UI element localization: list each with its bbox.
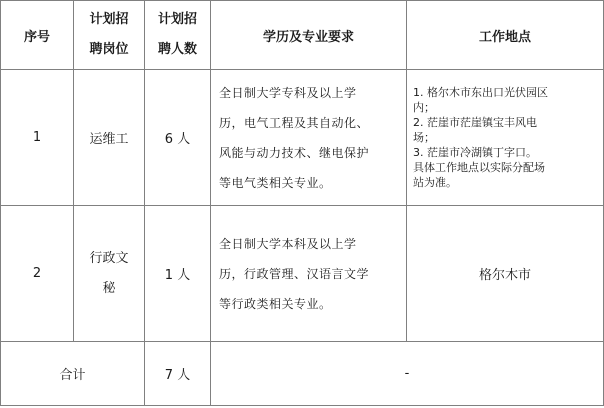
row2-req-line: 历，行政管理、汉语言文学 <box>219 266 370 281</box>
row1-req-line: 风能与动力技术、继电保护 <box>219 145 370 160</box>
row2-req-line: 等行政类相关专业。 <box>219 296 332 311</box>
row1-loc-line: 3. 茫崖市冷湖镇丁字口。 <box>413 146 537 159</box>
table-row <box>1 206 604 342</box>
row1-count: 6 人 <box>145 70 211 206</box>
row1-loc-line: 场； <box>413 131 435 144</box>
header-count-line1: 计划招 <box>157 12 197 27</box>
row1-position: 运维工 <box>74 70 145 206</box>
total-count: 7 人 <box>145 342 211 406</box>
row1-loc-line: 1. 格尔木市东出口光伏园区 <box>413 86 548 99</box>
row1-loc-line: 内； <box>413 101 435 114</box>
row1-seq: 1 <box>1 70 74 206</box>
header-row <box>1 1 604 70</box>
row1-requirements <box>211 70 407 206</box>
header-position-line1: 计划招 <box>89 12 129 27</box>
row2-position-line2: 秘 <box>102 280 116 296</box>
table-row <box>1 70 604 206</box>
row2-position <box>74 206 145 342</box>
row2-seq: 2 <box>1 206 74 342</box>
row2-location: 格尔木市 <box>407 206 604 342</box>
header-seq: 序号 <box>1 1 74 70</box>
row2-position-line1: 行政文 <box>89 250 129 266</box>
header-requirements: 学历及专业要求 <box>211 1 407 70</box>
total-label: 合计 <box>1 342 145 406</box>
header-count-line2: 聘人数 <box>157 42 197 57</box>
row1-loc-line: 2. 茫崖市茫崖镇宝丰风电 <box>413 116 537 129</box>
header-position-line2: 聘岗位 <box>89 42 129 57</box>
row2-count: 1 人 <box>145 206 211 342</box>
header-count <box>145 1 211 70</box>
total-dash: - <box>211 342 604 406</box>
row1-loc-line: 具体工作地点以实际分配场 <box>413 161 545 174</box>
row1-loc-line: 站为准。 <box>413 176 457 189</box>
row1-req-line: 等电气类相关专业。 <box>219 175 332 190</box>
row2-req-line: 全日制大学本科及以上学 <box>219 236 357 251</box>
row1-location <box>407 70 604 206</box>
row1-req-line: 历，电气工程及其自动化、 <box>219 115 370 130</box>
header-location: 工作地点 <box>407 1 604 70</box>
total-row <box>1 342 604 406</box>
header-position <box>74 1 145 70</box>
row2-requirements <box>211 206 407 342</box>
row1-req-line: 全日制大学专科及以上学 <box>219 85 357 100</box>
